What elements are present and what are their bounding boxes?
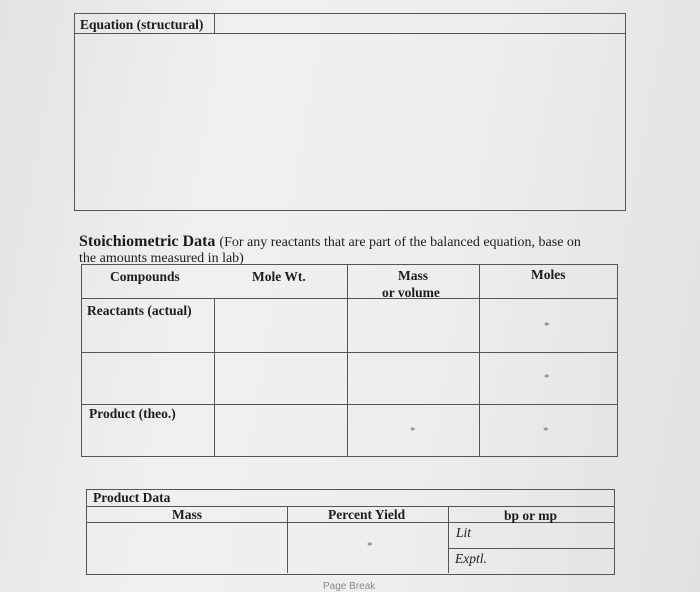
stoich-row-rule: [82, 404, 617, 405]
header-or-volume: or volume: [382, 285, 440, 300]
stoich-note-line1: (For any reactants that are part of the balanced equation, base on: [219, 235, 581, 250]
row-product-label: Product (theo.): [89, 406, 176, 421]
mass-marker: *: [410, 425, 416, 437]
product-lit-rule: [448, 548, 614, 549]
product-header-mass: Mass: [172, 507, 202, 522]
moles-marker: *: [544, 320, 550, 332]
stoich-title: Stoichiometric Data: [79, 233, 216, 250]
header-compounds: Compounds: [110, 269, 180, 284]
equation-label: Equation (structural): [80, 17, 204, 32]
stoich-col-rule: [214, 298, 215, 456]
header-mass: Mass: [398, 268, 428, 283]
percent-yield-marker: *: [367, 540, 373, 552]
product-col-rule: [287, 507, 288, 573]
equation-box: [74, 13, 626, 211]
product-data-title: Product Data: [93, 490, 171, 505]
product-col-rule: [448, 507, 449, 573]
row-reactants-label: Reactants (actual): [87, 303, 192, 318]
moles-marker: *: [543, 425, 549, 437]
header-moles: Moles: [531, 267, 566, 282]
moles-marker: *: [544, 372, 550, 384]
equation-label-divider: [214, 14, 215, 33]
stoich-note-line2: the amounts measured in lab): [79, 251, 244, 266]
stoich-col-rule: [479, 265, 480, 456]
exptl-label: Exptl.: [455, 551, 487, 566]
product-header-percent-yield: Percent Yield: [328, 507, 406, 522]
stoich-row-rule: [82, 352, 617, 353]
page-break-label: Page Break: [323, 581, 376, 592]
stoich-table: [81, 264, 618, 457]
equation-header-divider: [75, 33, 625, 34]
stoich-title-line: [79, 233, 581, 251]
stoich-header-rule: [82, 298, 617, 299]
stoich-col-rule: [347, 265, 348, 456]
product-header-bp-mp: bp or mp: [504, 508, 558, 523]
lit-label: Lit: [456, 525, 472, 540]
header-mole-wt: Mole Wt.: [252, 269, 306, 284]
